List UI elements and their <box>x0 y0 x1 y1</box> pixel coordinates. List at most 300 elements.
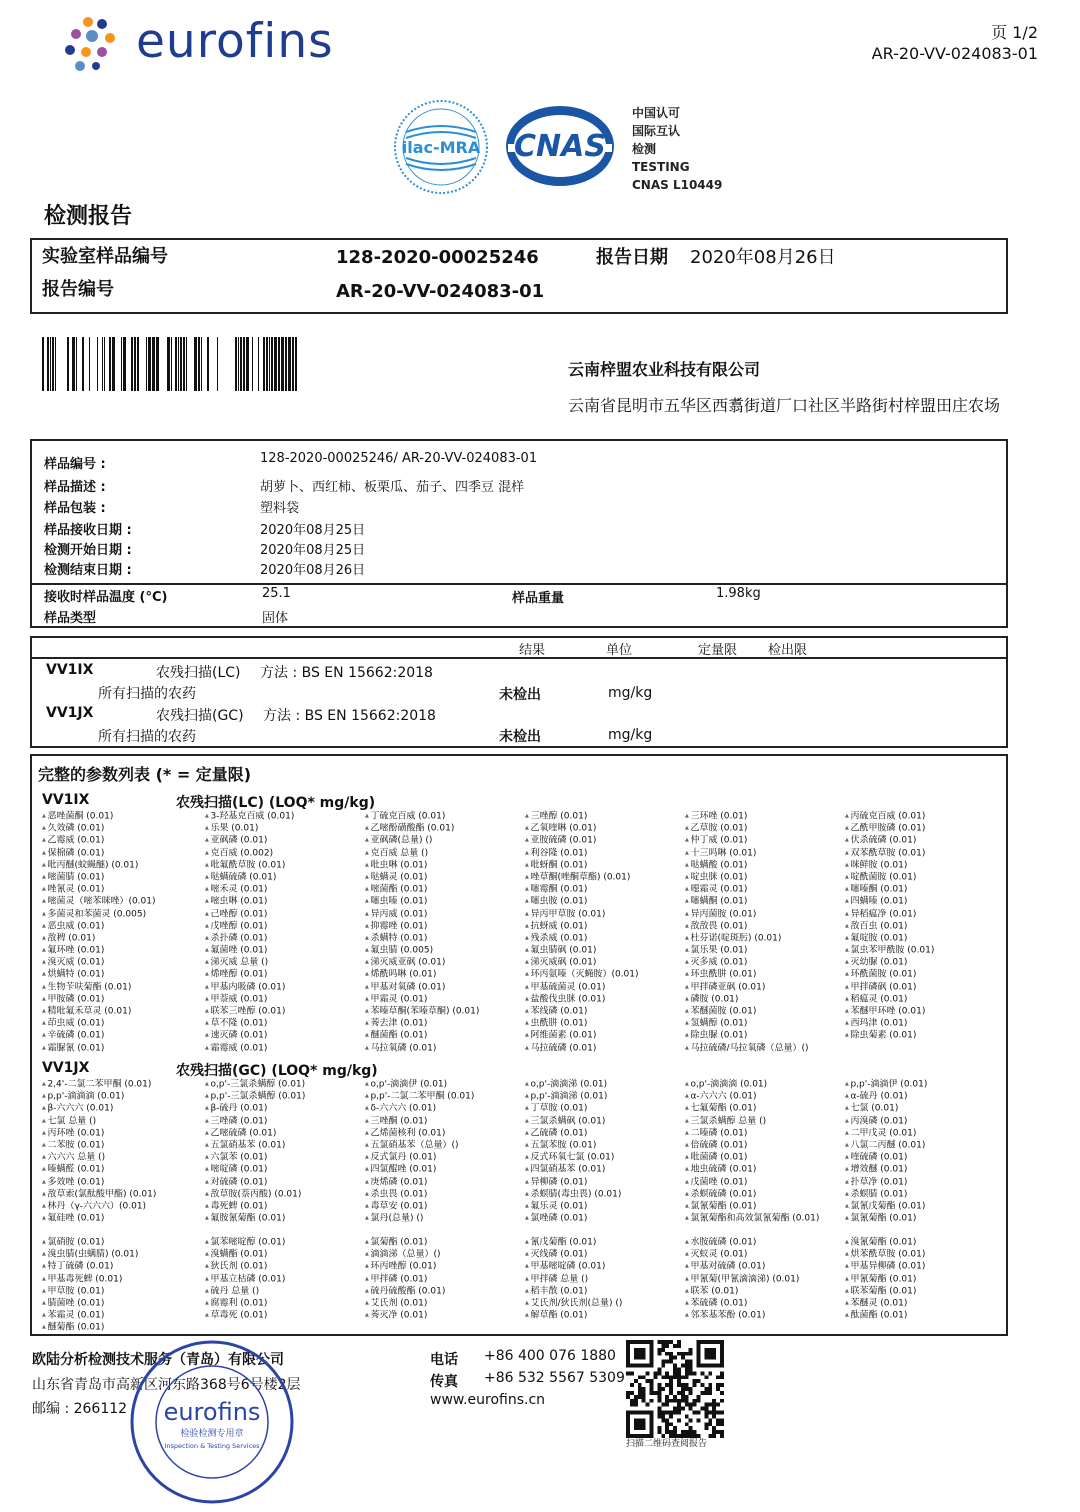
parameter-item: ▲ 灭蚁灵 (0.01) <box>685 1248 799 1260</box>
parameter-item: ▲ 杀螟腈 (0.01) <box>845 1188 927 1200</box>
parameter-item: ▲ 抗蚜威 (0.01) <box>525 920 639 932</box>
cnas-text: CNAS <box>514 129 606 164</box>
parameter-column <box>365 810 479 1054</box>
parameter-item: ▲ p,p'-滴滴滴 (0.01) <box>42 1090 156 1102</box>
parameter-item: ▲ 多效唑 (0.01) <box>42 1176 156 1188</box>
parameter-item: ▲ 丁草胺 (0.01) <box>525 1102 621 1114</box>
parameter-item: ▲ 嘧菌腈 (0.01) <box>42 871 156 883</box>
parameter-item: ▲ p,p'-二氯二苯甲酮 (0.01) <box>365 1090 474 1102</box>
sample-row-value: 2020年08月26日 <box>260 563 366 578</box>
gc-section-title: 农残扫描(GC) (LOQ* mg/kg) <box>176 1063 378 1079</box>
divider <box>32 583 1006 585</box>
test-item: 所有扫描的农药 <box>98 686 196 702</box>
parameter-item: ▲ 杀螟腈(毒虫畏) (0.01) <box>525 1188 621 1200</box>
parameter-item: ▲ 吡蚜酮 (0.01) <box>525 859 639 871</box>
parameter-item: ▲ 氯唑磷 (0.01) <box>525 1212 621 1224</box>
parameter-item: ▲ 五氯苯胺 (0.01) <box>525 1139 621 1151</box>
seal-en: Inspection & Testing Services <box>164 1442 260 1450</box>
client-name: 云南梓盟农业科技有限公司 <box>568 360 761 379</box>
parameter-item: ▲ 增效醚 (0.01) <box>845 1163 927 1175</box>
test-name: 农残扫描(LC) <box>156 665 241 681</box>
parameter-item: ▲ δ-六六六 (0.01) <box>365 1102 474 1114</box>
weight-value: 1.98kg <box>716 586 761 601</box>
parameter-item: ▲ 敌百虫 (0.01) <box>845 920 934 932</box>
parameter-item: ▲ 毒草安 (0.01) <box>365 1200 474 1212</box>
sample-row-value: 2020年08月25日 <box>260 523 366 538</box>
parameter-item: ▲ 敌草胺(萘丙酸) (0.01) <box>205 1188 305 1200</box>
col-header-loq: 定量限 <box>698 643 738 658</box>
parameter-item: ▲ β-六六六 (0.01) <box>42 1102 156 1114</box>
test-method: 方法 : BS EN 15662:2018 <box>263 708 436 724</box>
parameter-item: ▲ o,p'-滴滴涕 (0.01) <box>525 1078 621 1090</box>
report-no-value: AR-20-VV-024083-01 <box>336 281 545 302</box>
parameter-item: ▲ 草不隆 (0.01) <box>205 1017 294 1029</box>
lab-company-name: 欧陆分析检测技术服务（青岛）有限公司 <box>32 1352 284 1368</box>
parameter-item: ▲ 苯醚菌胺 (0.01) <box>685 1005 809 1017</box>
parameter-item: ▲ 磷胺 (0.01) <box>685 993 809 1005</box>
parameter-item: ▲ 乙硫磷 (0.01) <box>525 1127 621 1139</box>
parameter-item: ▲ 三唑醇 (0.01) <box>525 810 639 822</box>
parameter-column <box>845 810 934 1042</box>
parameter-column <box>845 1078 927 1224</box>
col-header-result: 结果 <box>519 643 546 658</box>
parameter-item: ▲ 除虫菊素 (0.01) <box>845 1029 934 1041</box>
parameter-item: ▲ 甲基硫菌灵 (0.01) <box>525 981 639 993</box>
parameter-column <box>525 1078 621 1224</box>
parameter-item: ▲ 二嗪磷 (0.01) <box>685 1127 819 1139</box>
parameter-item: ▲ 氟胺氰菊酯 (0.01) <box>205 1212 305 1224</box>
parameter-item: ▲ 硫丹 总量 () <box>205 1285 285 1297</box>
parameter-item: ▲ 甲基毒死蜱 (0.01) <box>42 1273 138 1285</box>
parameter-item: ▲ 吡虫啉 (0.01) <box>365 859 479 871</box>
tel-value: +86 400 076 1880 <box>484 1348 616 1364</box>
parameter-item: ▲ 虫酰肼 (0.01) <box>525 1017 639 1029</box>
parameter-item: ▲ p,p'-滴滴伊 (0.01) <box>845 1078 927 1090</box>
parameter-item: ▲ 嘧菌灵（嘧苯咪唑）(0.01) <box>42 895 156 907</box>
lab-sample-label: 实验室样品编号 <box>42 246 168 267</box>
parameter-item: ▲ 十三吗啉 (0.01) <box>685 847 809 859</box>
parameter-item: ▲ 反式氯丹 (0.01) <box>365 1151 474 1163</box>
parameter-item: ▲ 恶唑菌酮 (0.01) <box>42 810 156 822</box>
parameter-item: ▲ 四螨嗪 (0.01) <box>845 895 934 907</box>
eurofins-logo-icon <box>62 14 132 74</box>
page-title: 检测报告 <box>44 204 133 229</box>
parameter-item: ▲ 滴滴涕（总量）() <box>365 1248 445 1260</box>
parameter-item: ▲ 噻螨酮 (0.01) <box>685 895 809 907</box>
parameter-item: ▲ 环丙氨嗪（灭蝇胺）(0.01) <box>525 968 639 980</box>
parameter-item: ▲ 啶酰菌胺 (0.01) <box>845 871 934 883</box>
parameter-item: ▲ 稻瘟灵 (0.01) <box>845 993 934 1005</box>
parameter-item: ▲ 环丙唑醇 (0.01) <box>365 1260 445 1272</box>
parameter-item: ▲ 异稻瘟净 (0.01) <box>845 908 934 920</box>
parameter-item: ▲ 三氯杀螨醇 总量 () <box>685 1115 819 1127</box>
parameter-item: ▲ 苯醚甲环唑 (0.01) <box>845 1005 934 1017</box>
parameter-column <box>525 1236 622 1321</box>
parameter-column <box>525 810 639 1054</box>
parameter-item: ▲ 除虫脲 (0.01) <box>685 1029 809 1041</box>
parameter-column <box>205 1078 305 1224</box>
cnas-line: 检测 <box>632 142 657 156</box>
parameter-item: ▲ 嘧啶磷 (0.01) <box>205 1163 305 1175</box>
parameter-item: ▲ 三唑磷 (0.01) <box>205 1115 305 1127</box>
weight-label: 样品重量 <box>512 591 565 606</box>
parameter-item: ▲ 烘螨特 (0.01) <box>42 968 156 980</box>
seal-sub: 检验检测专用章 <box>180 1429 244 1439</box>
temp-label: 接收时样品温度 (°C) <box>44 590 168 605</box>
parameter-item: ▲ o,p'-滴滴伊 (0.01) <box>365 1078 474 1090</box>
test-item: 所有扫描的农药 <box>98 729 196 745</box>
parameter-item: ▲ 烯酰吗啉 (0.01) <box>365 968 479 980</box>
col-header-lod: 检出限 <box>768 643 808 658</box>
test-unit: mg/kg <box>608 727 653 743</box>
parameter-item: ▲ 七氯 (0.01) <box>845 1102 927 1114</box>
parameter-item: ▲ 乙霉威 (0.01) <box>42 834 156 846</box>
header-report-id: AR-20-VV-024083-01 <box>871 44 1038 63</box>
parameter-item: ▲ 丙硫克百威 (0.01) <box>845 810 934 822</box>
parameter-item: ▲ 莠灭净 (0.01) <box>365 1309 445 1321</box>
parameter-item: ▲ 氯氰菊酯和高效氯氰菊酯 (0.01) <box>685 1212 819 1224</box>
parameter-item: ▲ 丙环唑 (0.01) <box>42 1127 156 1139</box>
parameter-item: ▲ 艾氏剂 (0.01) <box>365 1297 445 1309</box>
parameter-item: ▲ 氟环唑 (0.01) <box>42 944 156 956</box>
test-name: 农残扫描(GC) <box>156 708 244 724</box>
parameter-item: ▲ 乙草胺 (0.01) <box>685 822 809 834</box>
cnas-line: 中国认可 <box>632 106 681 120</box>
parameter-item: ▲ 三环唑 (0.01) <box>685 810 809 822</box>
parameter-item: ▲ 涕灭威 总量 () <box>205 956 294 968</box>
parameter-item: ▲ 甲拌磷 总量 () <box>525 1273 622 1285</box>
parameter-item: ▲ 苯醚灵 (0.01) <box>845 1297 925 1309</box>
parameter-item: ▲ 嘧禾灵 (0.01) <box>205 883 294 895</box>
parameter-item: ▲ 氟菌唑 (0.01) <box>205 944 294 956</box>
parameter-item: ▲ 丁硫克百威 (0.01) <box>365 810 479 822</box>
parameter-item: ▲ 亚砜磷 (0.01) <box>205 834 294 846</box>
parameter-item: ▲ 环虫酰肼 (0.01) <box>685 968 809 980</box>
parameter-item: ▲ 涕灭威砜 (0.01) <box>525 956 639 968</box>
sample-row-label: 样品描述 : <box>44 480 106 495</box>
parameter-item: ▲ 氯硝胺 (0.01) <box>42 1236 138 1248</box>
parameter-item: ▲ 哒螨灵 (0.01) <box>365 871 479 883</box>
parameter-item: ▲ 特丁硫磷 (0.01) <box>42 1260 138 1272</box>
parameter-item: ▲ 异丙菌胺 (0.01) <box>685 908 809 920</box>
parameter-item: ▲ 三唑酮 (0.01) <box>365 1115 474 1127</box>
parameter-item: ▲ 甲基对硫磷 (0.01) <box>685 1260 799 1272</box>
parameter-item: ▲ 乙氧喹啉 (0.01) <box>525 822 639 834</box>
lc-section-code: VV1IX <box>42 792 90 808</box>
parameter-item: ▲ 速灭磷 (0.01) <box>205 1029 294 1041</box>
parameter-item: ▲ 多菌灵和苯菌灵 (0.005) <box>42 908 156 920</box>
parameter-item: ▲ α-硫丹 (0.01) <box>845 1090 927 1102</box>
parameter-item: ▲ 杀扑磷 (0.01) <box>205 932 294 944</box>
parameter-item: ▲ 利谷隆 (0.01) <box>525 847 639 859</box>
parameter-item: ▲ 精吡氟禾草灵 (0.01) <box>42 1005 156 1017</box>
parameter-item: ▲ 敌敌畏 (0.01) <box>685 920 809 932</box>
parameter-item: ▲ 氯氰菊酯 (0.01) <box>685 1200 819 1212</box>
parameter-item: ▲ 氰戊菊酯 (0.01) <box>525 1236 622 1248</box>
parameter-item: ▲ 艾氏剂/狄氏剂(总量) () <box>525 1297 622 1309</box>
lc-section-title: 农残扫描(LC) (LOQ* mg/kg) <box>176 795 376 811</box>
report-no-label: 报告编号 <box>42 279 114 300</box>
seal-brand: eurofins <box>163 1398 261 1426</box>
parameter-item: ▲ 酞菌酯 (0.01) <box>845 1309 925 1321</box>
parameter-item: ▲ 硫丹硫酸酯 (0.01) <box>365 1285 445 1297</box>
parameter-item: ▲ p,p'-滴滴涕 (0.01) <box>525 1090 621 1102</box>
parameter-item: ▲ 八氯二丙醚 (0.01) <box>845 1139 927 1151</box>
parameter-item: ▲ 倍硫磷 (0.01) <box>685 1139 819 1151</box>
parameter-item: ▲ 苯嗪草酮(苯嗪草酮) (0.01) <box>365 1005 479 1017</box>
parameter-item: ▲ 乙嘧硫磷 (0.01) <box>205 1127 305 1139</box>
parameter-item: ▲ 腈菌唑 (0.01) <box>42 1297 138 1309</box>
sample-row-label: 样品包装 : <box>44 501 106 516</box>
parameter-item: ▲ 甲胺磷 (0.01) <box>42 993 156 1005</box>
parameter-item: ▲ 杀虫畏 (0.01) <box>365 1188 474 1200</box>
parameter-item: ▲ o,p'-三氯杀螨醇 (0.01) <box>205 1078 305 1090</box>
parameter-item: ▲ 敌草索(氯酞酸甲酯) (0.01) <box>42 1188 156 1200</box>
parameter-item: ▲ 烘苯酰草胺 (0.01) <box>845 1248 925 1260</box>
official-seal-icon <box>128 1338 296 1506</box>
parameter-item: ▲ 甲拌磷 (0.01) <box>365 1273 445 1285</box>
parameter-item: ▲ 甲萘威 (0.01) <box>205 993 294 1005</box>
parameter-item: ▲ 苯硫磷 (0.01) <box>685 1297 799 1309</box>
parameter-item: ▲ 甲草胺 (0.01) <box>42 1285 138 1297</box>
cnas-accreditation-text <box>632 104 722 194</box>
parameter-item: ▲ 哒螨硫磷 (0.01) <box>205 871 294 883</box>
parameter-item: ▲ 氯丹(总量) () <box>365 1212 474 1224</box>
parameter-item: ▲ 亚胺硫磷 (0.01) <box>525 834 639 846</box>
parameter-item: ▲ 溴灭威 (0.01) <box>42 956 156 968</box>
parameter-list-title: 完整的参数列表 (* = 定量限) <box>38 765 252 784</box>
lab-sample-value: 128-2020-00025246 <box>336 247 539 268</box>
parameter-item: ▲ 氯虫苯甲酰胺 (0.01) <box>845 944 934 956</box>
parameter-item: ▲ 杀螨特 (0.01) <box>365 932 479 944</box>
parameter-item: ▲ 灭幼脲 (0.01) <box>845 956 934 968</box>
parameter-item: ▲ 保棉磷 (0.01) <box>42 847 156 859</box>
parameter-column <box>685 810 809 1054</box>
parameter-item: ▲ 二甲戊灵 (0.01) <box>845 1127 927 1139</box>
parameter-item: ▲ 甲氰菊(甲氰滴滴涕) (0.01) <box>685 1273 799 1285</box>
test-result: 未检出 <box>499 729 541 745</box>
parameter-item: ▲ 戊菌唑 (0.01) <box>685 1176 819 1188</box>
parameter-item: ▲ 氟啶胺 (0.01) <box>845 932 934 944</box>
parameter-item: ▲ 恶虫威 (0.01) <box>42 920 156 932</box>
parameter-item: ▲ 反式环氧七氯 (0.01) <box>525 1151 621 1163</box>
parameter-item: ▲ 乙酰甲胺磷 (0.01) <box>845 822 934 834</box>
parameter-item: ▲ 吡丙醚(蚊蝇醚) (0.01) <box>42 859 156 871</box>
parameter-item: ▲ 氯氰戊菊酯 (0.01) <box>845 1200 927 1212</box>
parameter-item: ▲ 氟硅唑 (0.01) <box>42 1212 156 1224</box>
parameter-item: ▲ α-六六六 (0.01) <box>685 1090 819 1102</box>
parameter-item: ▲ 腐霉利 (0.01) <box>205 1297 285 1309</box>
parameter-column <box>205 1236 285 1321</box>
parameter-column <box>42 1078 156 1224</box>
parameter-item: ▲ 噻虫胺 (0.01) <box>525 895 639 907</box>
parameter-item: ▲ 唑草酮(唑酮草酯) (0.01) <box>525 871 639 883</box>
parameter-item: ▲ 喹硫磷 (0.01) <box>845 1151 927 1163</box>
parameter-item: ▲ 噻虫嗪 (0.01) <box>365 895 479 907</box>
parameter-item: ▲ 甲基内吸磷 (0.01) <box>205 981 294 993</box>
cnas-line: TESTING <box>632 160 690 174</box>
sample-row-value: 128-2020-00025246/ AR-20-VV-024083-01 <box>260 451 538 466</box>
parameter-item: ▲ 甲氰菊酯 (0.01) <box>845 1273 925 1285</box>
parameter-item: ▲ 己唑醇 (0.01) <box>205 908 294 920</box>
parameter-item: ▲ 烯唑醇 (0.01) <box>205 968 294 980</box>
parameter-item: ▲ 甲基立枯磷 (0.01) <box>205 1273 285 1285</box>
parameter-item: ▲ 溴氰菊酯 (0.01) <box>845 1236 925 1248</box>
parameter-item: ▲ 戊唑醇 (0.01) <box>205 920 294 932</box>
test-unit: mg/kg <box>608 685 653 701</box>
parameter-item: ▲ 林丹（γ-六六六）(0.01) <box>42 1200 156 1212</box>
parameter-item: ▲ 联苯三唑醇 (0.01) <box>205 1005 294 1017</box>
parameter-item: ▲ 啶虫脒 (0.01) <box>685 871 809 883</box>
cnas-emblem-icon <box>504 104 616 188</box>
parameter-item: ▲ 嘧菌酯 (0.01) <box>365 883 479 895</box>
parameter-item: ▲ 联苯 (0.01) <box>685 1285 799 1297</box>
parameter-item: ▲ 庚烯磷 (0.01) <box>365 1176 474 1188</box>
parameter-item: ▲ 醚菌酯 (0.01) <box>365 1029 479 1041</box>
parameter-item: ▲ 盐酸伐虫脒 (0.01) <box>525 993 639 1005</box>
sample-row-value: 塑料袋 <box>260 501 300 516</box>
website-link[interactable]: www.eurofins.cn <box>430 1392 546 1408</box>
parameter-item: ▲ 狄氏剂 (0.01) <box>205 1260 285 1272</box>
parameter-item: ▲ 甲基嘧啶磷 (0.01) <box>525 1260 622 1272</box>
parameter-item: ▲ 哒螨酸 (0.01) <box>685 859 809 871</box>
parameter-item: ▲ 噁霜灵 (0.01) <box>685 883 809 895</box>
page-header-info <box>872 22 1038 64</box>
parameter-item: ▲ 嘧虫啉 (0.01) <box>205 895 294 907</box>
sample-row-label: 样品编号 : <box>44 457 106 472</box>
parameter-column <box>42 810 156 1054</box>
parameter-item: ▲ 唑氰灵 (0.01) <box>42 883 156 895</box>
parameter-item: ▲ 乙烯菌核利 (0.01) <box>365 1127 474 1139</box>
fax-label: 传真 <box>430 1374 458 1390</box>
parameter-item: ▲ 抑霉唑 (0.01) <box>365 920 479 932</box>
parameter-item: ▲ 乙嘧酚磺酸酯 (0.01) <box>365 822 479 834</box>
parameter-item: ▲ 三氯杀螨砜 (0.01) <box>525 1115 621 1127</box>
sample-row-label: 样品接收日期 : <box>44 523 132 538</box>
parameter-item: ▲ 草毒死 (0.01) <box>205 1309 285 1321</box>
parameter-item: ▲ 地虫硫磷 (0.01) <box>685 1163 819 1175</box>
ilac-text: ilac-MRA <box>401 138 481 157</box>
parameter-item: ▲ p,p'-三氯杀螨醇 (0.01) <box>205 1090 305 1102</box>
parameter-item: ▲ 涕灭威亚砜 (0.01) <box>365 956 479 968</box>
parameter-item: ▲ 阿维菌素 (0.01) <box>525 1029 639 1041</box>
eurofins-logo <box>62 14 362 74</box>
parameter-item: ▲ 二苯胺 (0.01) <box>42 1139 156 1151</box>
parameter-item: ▲ 噻霉酮 (0.01) <box>525 883 639 895</box>
parameter-item: ▲ 生物苄呋菊酯 (0.01) <box>42 981 156 993</box>
parameter-item: ▲ 环酰菌胺 (0.01) <box>845 968 934 980</box>
parameter-item: ▲ 乐果 (0.01) <box>205 822 294 834</box>
test-method: 方法 : BS EN 15662:2018 <box>260 665 433 681</box>
parameter-item: ▲ 七氯 总量 () <box>42 1115 156 1127</box>
sample-row-label: 检测开始日期 : <box>44 543 132 558</box>
test-code: VV1JX <box>46 705 94 721</box>
parameter-item: ▲ 杀螟硫磷 (0.01) <box>685 1188 819 1200</box>
parameter-column <box>685 1078 819 1224</box>
parameter-item: ▲ 霜霉威 (0.01) <box>205 1042 294 1054</box>
parameter-column <box>205 810 294 1054</box>
parameter-item: ▲ 毒死蜱 (0.01) <box>205 1200 305 1212</box>
parameter-item: ▲ β-硫丹 (0.01) <box>205 1102 305 1114</box>
temp-value: 25.1 <box>262 586 291 601</box>
parameter-item: ▲ 久效磷 (0.01) <box>42 822 156 834</box>
parameter-column <box>42 1236 138 1334</box>
parameter-item: ▲ 氯菊酯 (0.01) <box>365 1236 445 1248</box>
parameter-column <box>365 1236 445 1321</box>
parameter-item: ▲ 氟乐灵 (0.01) <box>525 1200 621 1212</box>
parameter-item: ▲ 噻嗪酮 (0.01) <box>845 883 934 895</box>
parameter-item: ▲ 西玛津 (0.01) <box>845 1017 934 1029</box>
brand-name: eurofins <box>136 14 334 69</box>
gc-section-code: VV1JX <box>42 1060 90 1076</box>
parameter-item: ▲ 溴螨酯 (0.01) <box>205 1248 285 1260</box>
parameter-item: ▲ 霜脲氰 (0.01) <box>42 1042 156 1054</box>
parameter-item: ▲ 扑草净 (0.01) <box>845 1176 927 1188</box>
parameter-item: ▲ 2,4'-二氯二苯甲酮 (0.01) <box>42 1078 156 1090</box>
parameter-item: ▲ 莠去津 (0.01) <box>365 1017 479 1029</box>
barcode-icon <box>42 337 298 391</box>
parameter-item: ▲ 六氯苯 (0.01) <box>205 1151 305 1163</box>
parameter-item: ▲ 茚虫威 (0.01) <box>42 1017 156 1029</box>
type-value: 固体 <box>262 611 289 626</box>
sample-row-value: 2020年08月25日 <box>260 543 366 558</box>
parameter-item: ▲ 双苯酰草胺 (0.01) <box>845 847 934 859</box>
parameter-item: ▲ 七氟菊酯 (0.01) <box>685 1102 819 1114</box>
parameter-item: ▲ 解草酯 (0.01) <box>525 1309 622 1321</box>
parameter-item: ▲ 灭多威 (0.01) <box>685 956 809 968</box>
parameter-item: ▲ 甲拌磷砜 (0.01) <box>845 981 934 993</box>
parameter-item: ▲ 克百威 总量 () <box>365 847 479 859</box>
parameter-item: ▲ 邻苯基苯酚 (0.01) <box>685 1309 799 1321</box>
parameter-item: ▲ 五氯硝基苯（总量）() <box>365 1139 474 1151</box>
parameter-item: ▲ 马拉硫磷/马拉氧磷（总量）() <box>685 1042 809 1054</box>
parameter-item: ▲ 六六六 总量 () <box>42 1151 156 1163</box>
sample-row-value: 胡萝卜、西红柿、板栗瓜、茄子、四季豆 混样 <box>260 480 525 495</box>
parameter-item: ▲ 杜芬诺(啶斑肟) (0.01) <box>685 932 809 944</box>
parameter-item: ▲ 醚菊酯 (0.01) <box>42 1321 138 1333</box>
parameter-item: ▲ 克百威 (0.002) <box>205 847 294 859</box>
parameter-item: ▲ 氟虫腈砜 (0.01) <box>525 944 639 956</box>
sample-row-label: 检测结束日期 : <box>44 563 132 578</box>
qr-code-icon[interactable] <box>626 1340 724 1438</box>
test-code: VV1IX <box>46 662 94 678</box>
lab-zip: 邮编 : 266112 <box>32 1401 128 1417</box>
parameter-item: ▲ 甲基异柳磷 (0.01) <box>845 1260 925 1272</box>
report-date-label: 报告日期 <box>596 247 668 268</box>
parameter-item: ▲ 对硫磷 (0.01) <box>205 1176 305 1188</box>
test-result: 未检出 <box>499 687 541 703</box>
client-address: 云南省昆明市五华区西翥街道厂口社区半路街村梓盟田庄农场 <box>568 396 1001 415</box>
parameter-item: ▲ 甲基对氧磷 (0.01) <box>365 981 479 993</box>
fax-value: +86 532 5567 5309 <box>484 1370 625 1386</box>
parameter-item: ▲ 溴虫腈(虫螨腈) (0.01) <box>42 1248 138 1260</box>
parameter-item: ▲ 氯乐果 (0.01) <box>685 944 809 956</box>
parameter-item: ▲ 氟虫腈 (0.005) <box>365 944 479 956</box>
parameter-item: ▲ 敌稗 (0.01) <box>42 932 156 944</box>
parameter-item: ▲ 苯霜灵 (0.01) <box>42 1309 138 1321</box>
parameter-item: ▲ 马拉氧磷 (0.01) <box>365 1042 479 1054</box>
parameter-item: ▲ 联苯菊酯 (0.01) <box>845 1285 925 1297</box>
parameter-item: ▲ 稻丰散 (0.01) <box>525 1285 622 1297</box>
lab-address: 山东省青岛市高新区河东路368号6号楼2层 <box>32 1377 301 1393</box>
parameter-item: ▲ 苯线磷 (0.01) <box>525 1005 639 1017</box>
tel-label: 电话 <box>430 1352 458 1368</box>
parameter-item: ▲ 亚砜磷(总量) () <box>365 834 479 846</box>
parameter-item: ▲ 甲拌磷亚砜 (0.01) <box>685 981 809 993</box>
parameter-item: ▲ 异丙威 (0.01) <box>365 908 479 920</box>
type-label: 样品类型 <box>44 611 97 626</box>
col-header-unit: 单位 <box>606 643 633 658</box>
